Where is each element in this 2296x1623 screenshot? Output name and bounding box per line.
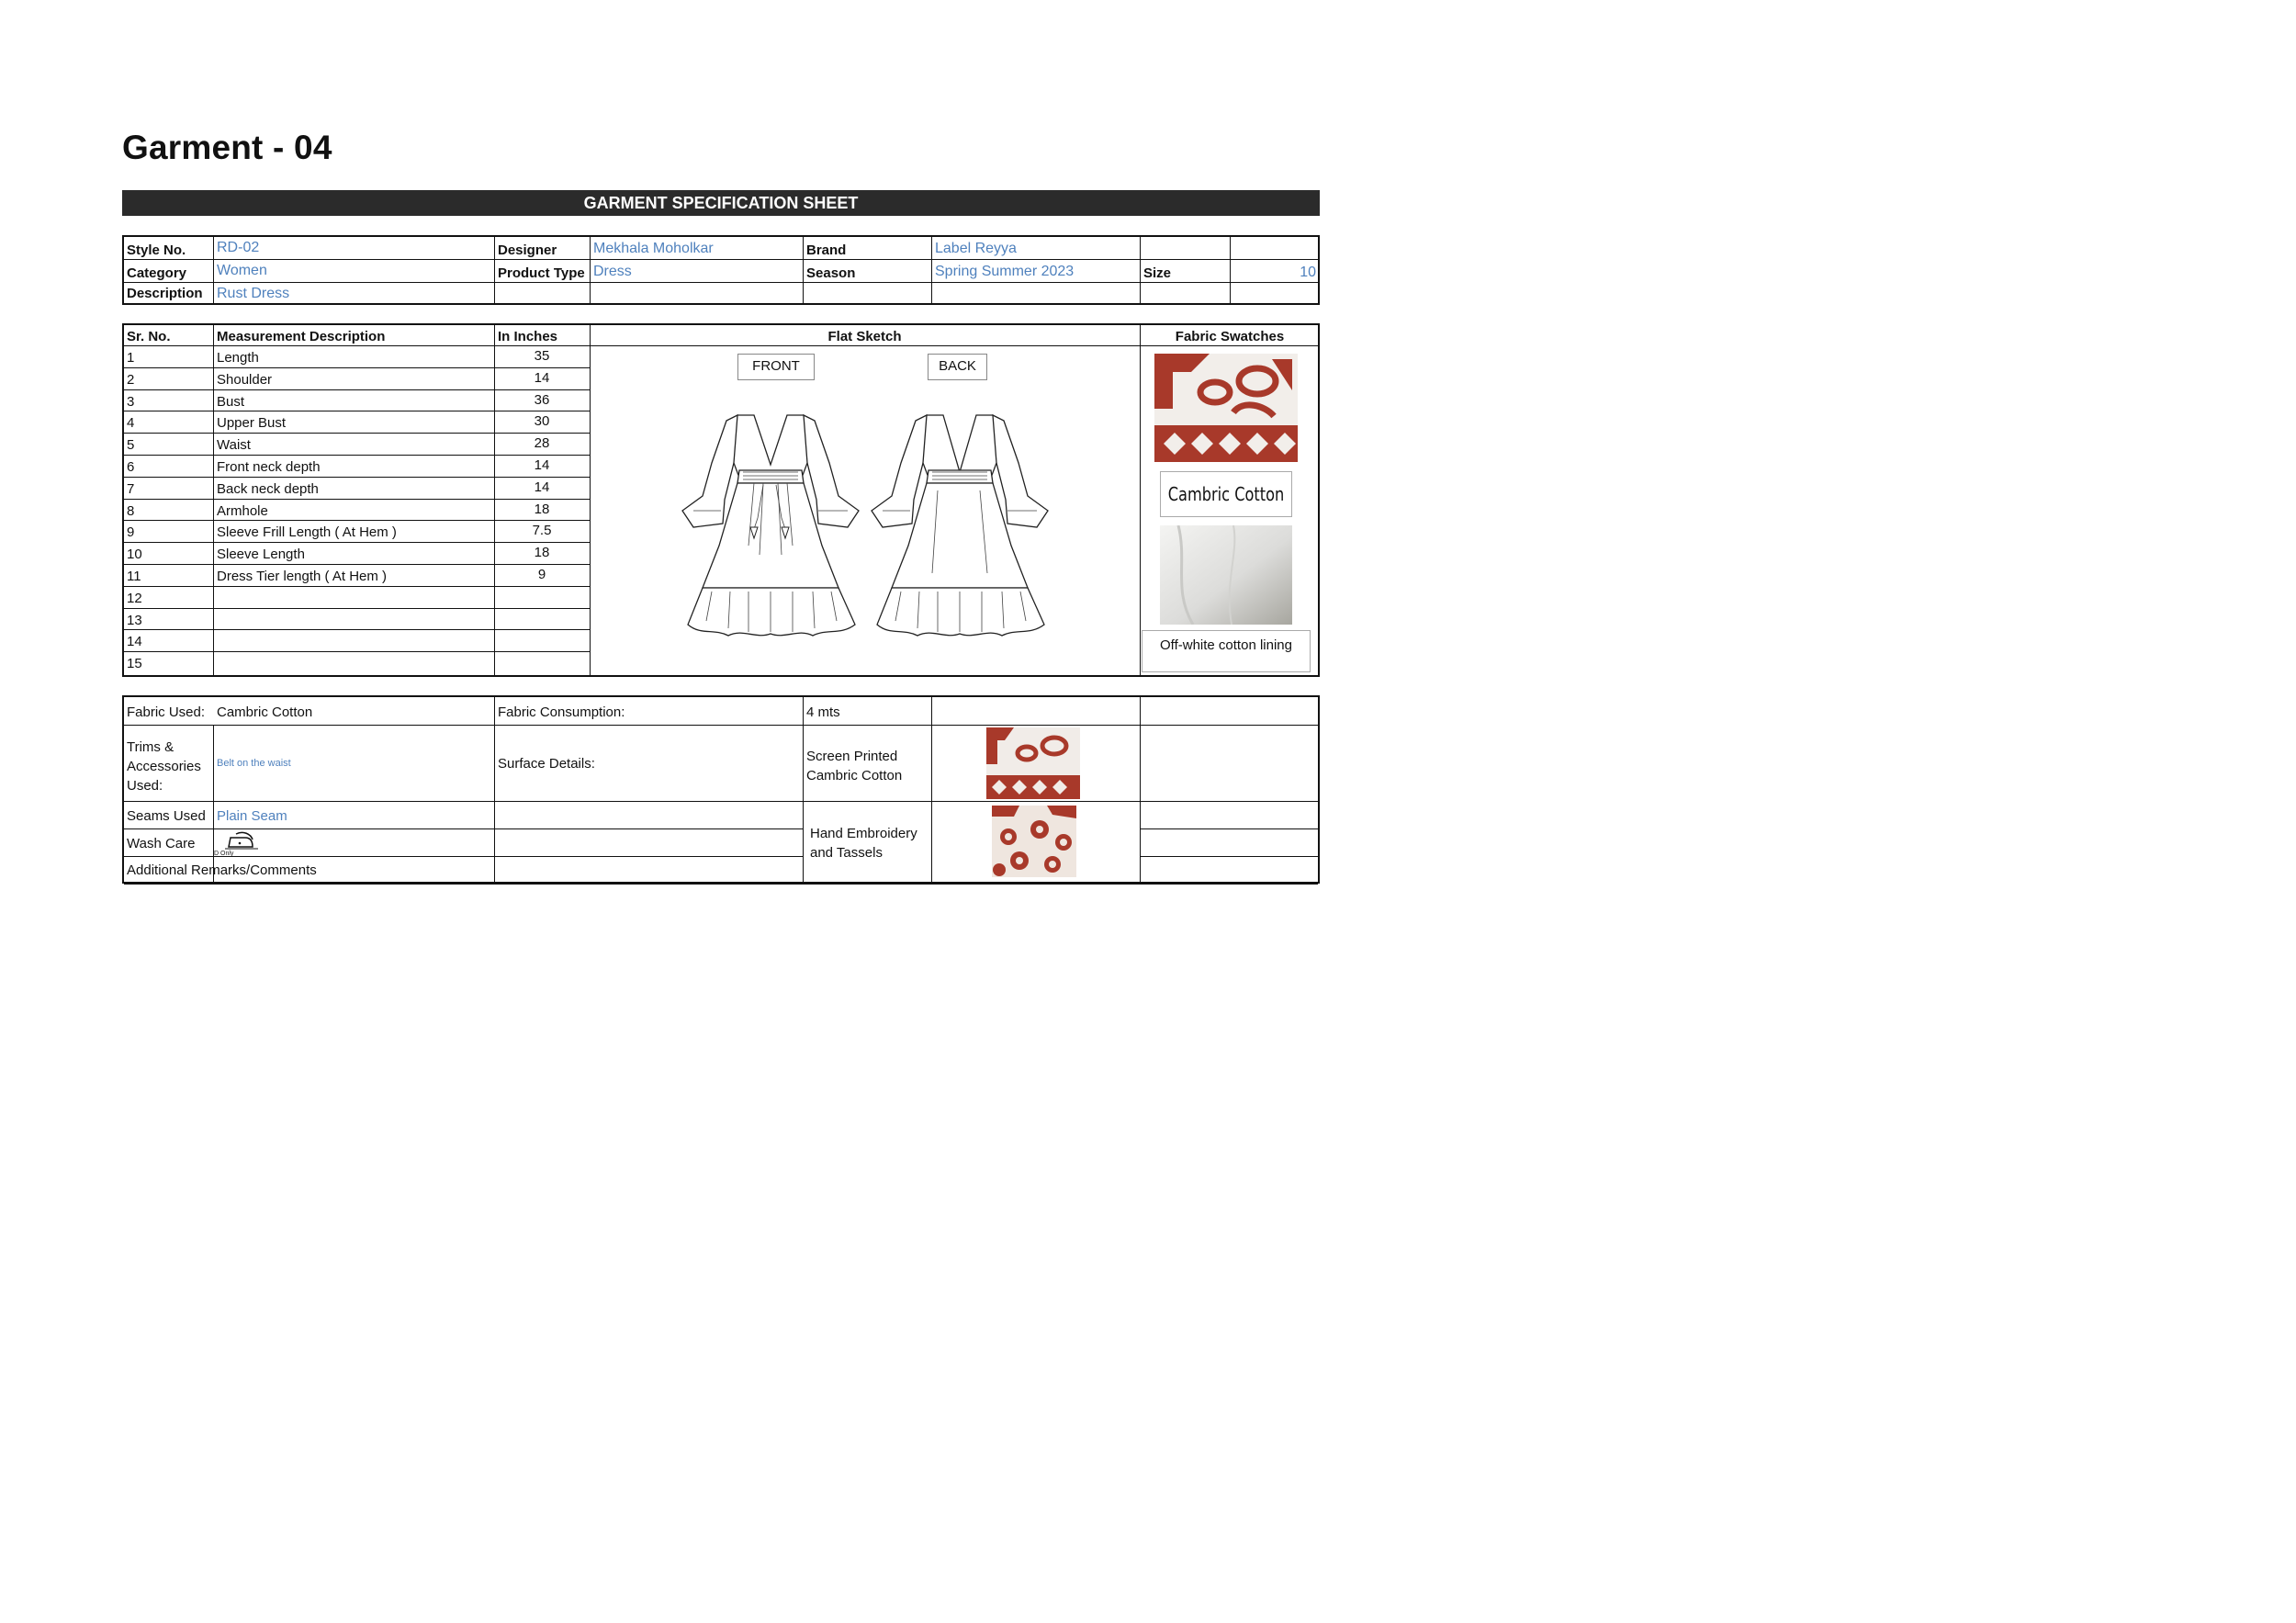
measure-description: Back neck depth <box>217 480 319 497</box>
size-label: Size <box>1143 265 1172 281</box>
front-label: FRONT <box>737 354 815 380</box>
measure-value: 28 <box>534 435 550 452</box>
row-divider <box>124 389 590 390</box>
hand-embroidery-line1: Hand Embroidery <box>810 826 917 841</box>
measure-value: 14 <box>534 479 550 495</box>
off-white-lining-swatch-label <box>1142 630 1311 672</box>
page-title: Garment - 04 <box>122 129 332 166</box>
measure-sr-no: 1 <box>127 350 135 366</box>
measure-sr-no: 11 <box>127 569 141 584</box>
measure-value: 14 <box>534 369 550 386</box>
hand-embroidery-swatch-image <box>992 806 1076 877</box>
row-divider <box>124 629 590 630</box>
row-divider <box>124 499 590 500</box>
swatch1-label-text: Cambric Cotton <box>1167 483 1285 505</box>
wash-care-label: Wash Care <box>127 836 196 851</box>
measure-sr-no: 6 <box>127 459 135 475</box>
info-table <box>122 235 1320 305</box>
header-in-inches: In Inches <box>498 329 558 344</box>
measure-value: 7.5 <box>532 523 552 539</box>
header-flat-sketch: Flat Sketch <box>827 329 902 344</box>
row-divider <box>124 433 590 434</box>
measure-description: Front neck depth <box>217 459 321 475</box>
screen-print-swatch-image <box>986 727 1080 799</box>
surface-details-label: Surface Details: <box>498 756 595 772</box>
screen-printed-text <box>806 747 902 785</box>
measure-sr-no: 5 <box>127 437 135 454</box>
swatch2-label-text: Off-white cotton lining <box>1160 637 1292 653</box>
header-fabric-swatches: Fabric Swatches <box>1175 329 1285 344</box>
measure-value: 14 <box>534 457 550 473</box>
trims-value: Belt on the waist <box>217 758 291 769</box>
product-type-value: Dress <box>593 264 632 279</box>
brand-value: Label Reyya <box>935 241 1017 256</box>
measure-sr-no: 14 <box>127 634 142 650</box>
measure-sr-no: 8 <box>127 502 135 519</box>
measure-description: Shoulder <box>217 371 273 388</box>
off-white-lining-swatch-image <box>1160 525 1292 625</box>
header-sr-no: Sr. No. <box>127 329 171 344</box>
screen-printed-line2: Cambric Cotton <box>806 768 903 783</box>
measure-description: Length <box>217 350 259 366</box>
row-divider <box>124 608 590 609</box>
dry-clean-only-icon <box>212 830 271 856</box>
trims-label-line2: Accessories <box>127 759 201 774</box>
measure-sr-no: 3 <box>127 393 135 410</box>
back-dress-sketch <box>864 408 1066 647</box>
measure-sr-no: 15 <box>127 656 142 672</box>
measure-description: Armhole <box>217 502 268 519</box>
measure-sr-no: 12 <box>127 590 142 606</box>
back-label: BACK <box>928 354 987 380</box>
measure-description: Bust <box>217 393 245 410</box>
measure-description: Sleeve Length <box>217 547 305 563</box>
measure-value: 30 <box>534 413 550 430</box>
designer-label: Designer <box>498 242 557 258</box>
sheet-banner: GARMENT SPECIFICATION SHEET <box>122 190 1320 216</box>
style-no-value: RD-02 <box>217 240 260 255</box>
additional-remarks-label: Additional Remarks/Comments <box>127 862 317 878</box>
cambric-cotton-swatch-label <box>1160 471 1292 517</box>
category-value: Women <box>217 263 267 278</box>
measure-value: 35 <box>534 348 550 364</box>
row-divider <box>124 542 590 543</box>
rust-print-swatch-image <box>1154 354 1298 462</box>
measure-value: 18 <box>534 545 550 561</box>
measure-description: Dress Tier length ( At Hem ) <box>217 569 388 584</box>
row-divider <box>124 367 590 368</box>
measure-sr-no: 9 <box>127 524 135 541</box>
season-value: Spring Summer 2023 <box>935 264 1075 279</box>
measure-sr-no: 4 <box>127 415 135 432</box>
header-measurement-description: Measurement Description <box>217 329 386 344</box>
row-divider <box>124 455 590 456</box>
hand-embroidery-line2: and Tassels <box>810 845 883 861</box>
seams-used-label: Seams Used <box>127 808 206 824</box>
size-value: 10 <box>1300 265 1316 280</box>
style-no-label: Style No. <box>127 242 186 258</box>
measure-sr-no: 7 <box>127 480 135 497</box>
brand-label: Brand <box>806 242 847 258</box>
row-divider <box>124 520 590 521</box>
measurement-table <box>122 323 1320 677</box>
trims-label <box>127 738 201 795</box>
description-label: Description <box>127 286 203 301</box>
measure-value: 36 <box>534 391 550 408</box>
row-divider <box>124 477 590 478</box>
measure-sr-no: 10 <box>127 547 142 563</box>
wash-care-icon-text: D Only <box>214 851 234 856</box>
row-divider <box>124 586 590 587</box>
description-value: Rust Dress <box>217 286 290 301</box>
category-label: Category <box>127 265 187 281</box>
measure-sr-no: 13 <box>127 612 142 628</box>
seams-used-value: Plain Seam <box>217 808 287 824</box>
trims-label-line3: Used: <box>127 778 163 794</box>
trims-label-line1: Trims & <box>127 739 174 755</box>
fabric-consumption-label: Fabric Consumption: <box>498 704 625 720</box>
designer-value: Mekhala Moholkar <box>593 241 714 256</box>
season-label: Season <box>806 265 856 281</box>
hand-embroidery-text <box>810 824 917 862</box>
screen-printed-line1: Screen Printed <box>806 749 898 764</box>
details-table <box>122 695 1320 884</box>
measure-description: Waist <box>217 437 251 454</box>
front-dress-sketch <box>675 408 877 647</box>
row-divider <box>124 651 590 652</box>
measure-description: Upper Bust <box>217 415 287 432</box>
product-type-label: Product Type <box>498 265 585 281</box>
measure-description: Sleeve Frill Length ( At Hem ) <box>217 524 397 541</box>
fabric-used-value: Cambric Cotton <box>217 704 313 720</box>
fabric-consumption-value: 4 mts <box>806 704 840 720</box>
row-divider <box>124 564 590 565</box>
measure-value: 18 <box>534 501 550 517</box>
measure-value: 9 <box>537 567 546 582</box>
fabric-used-label: Fabric Used: <box>127 704 206 720</box>
measure-sr-no: 2 <box>127 371 135 388</box>
